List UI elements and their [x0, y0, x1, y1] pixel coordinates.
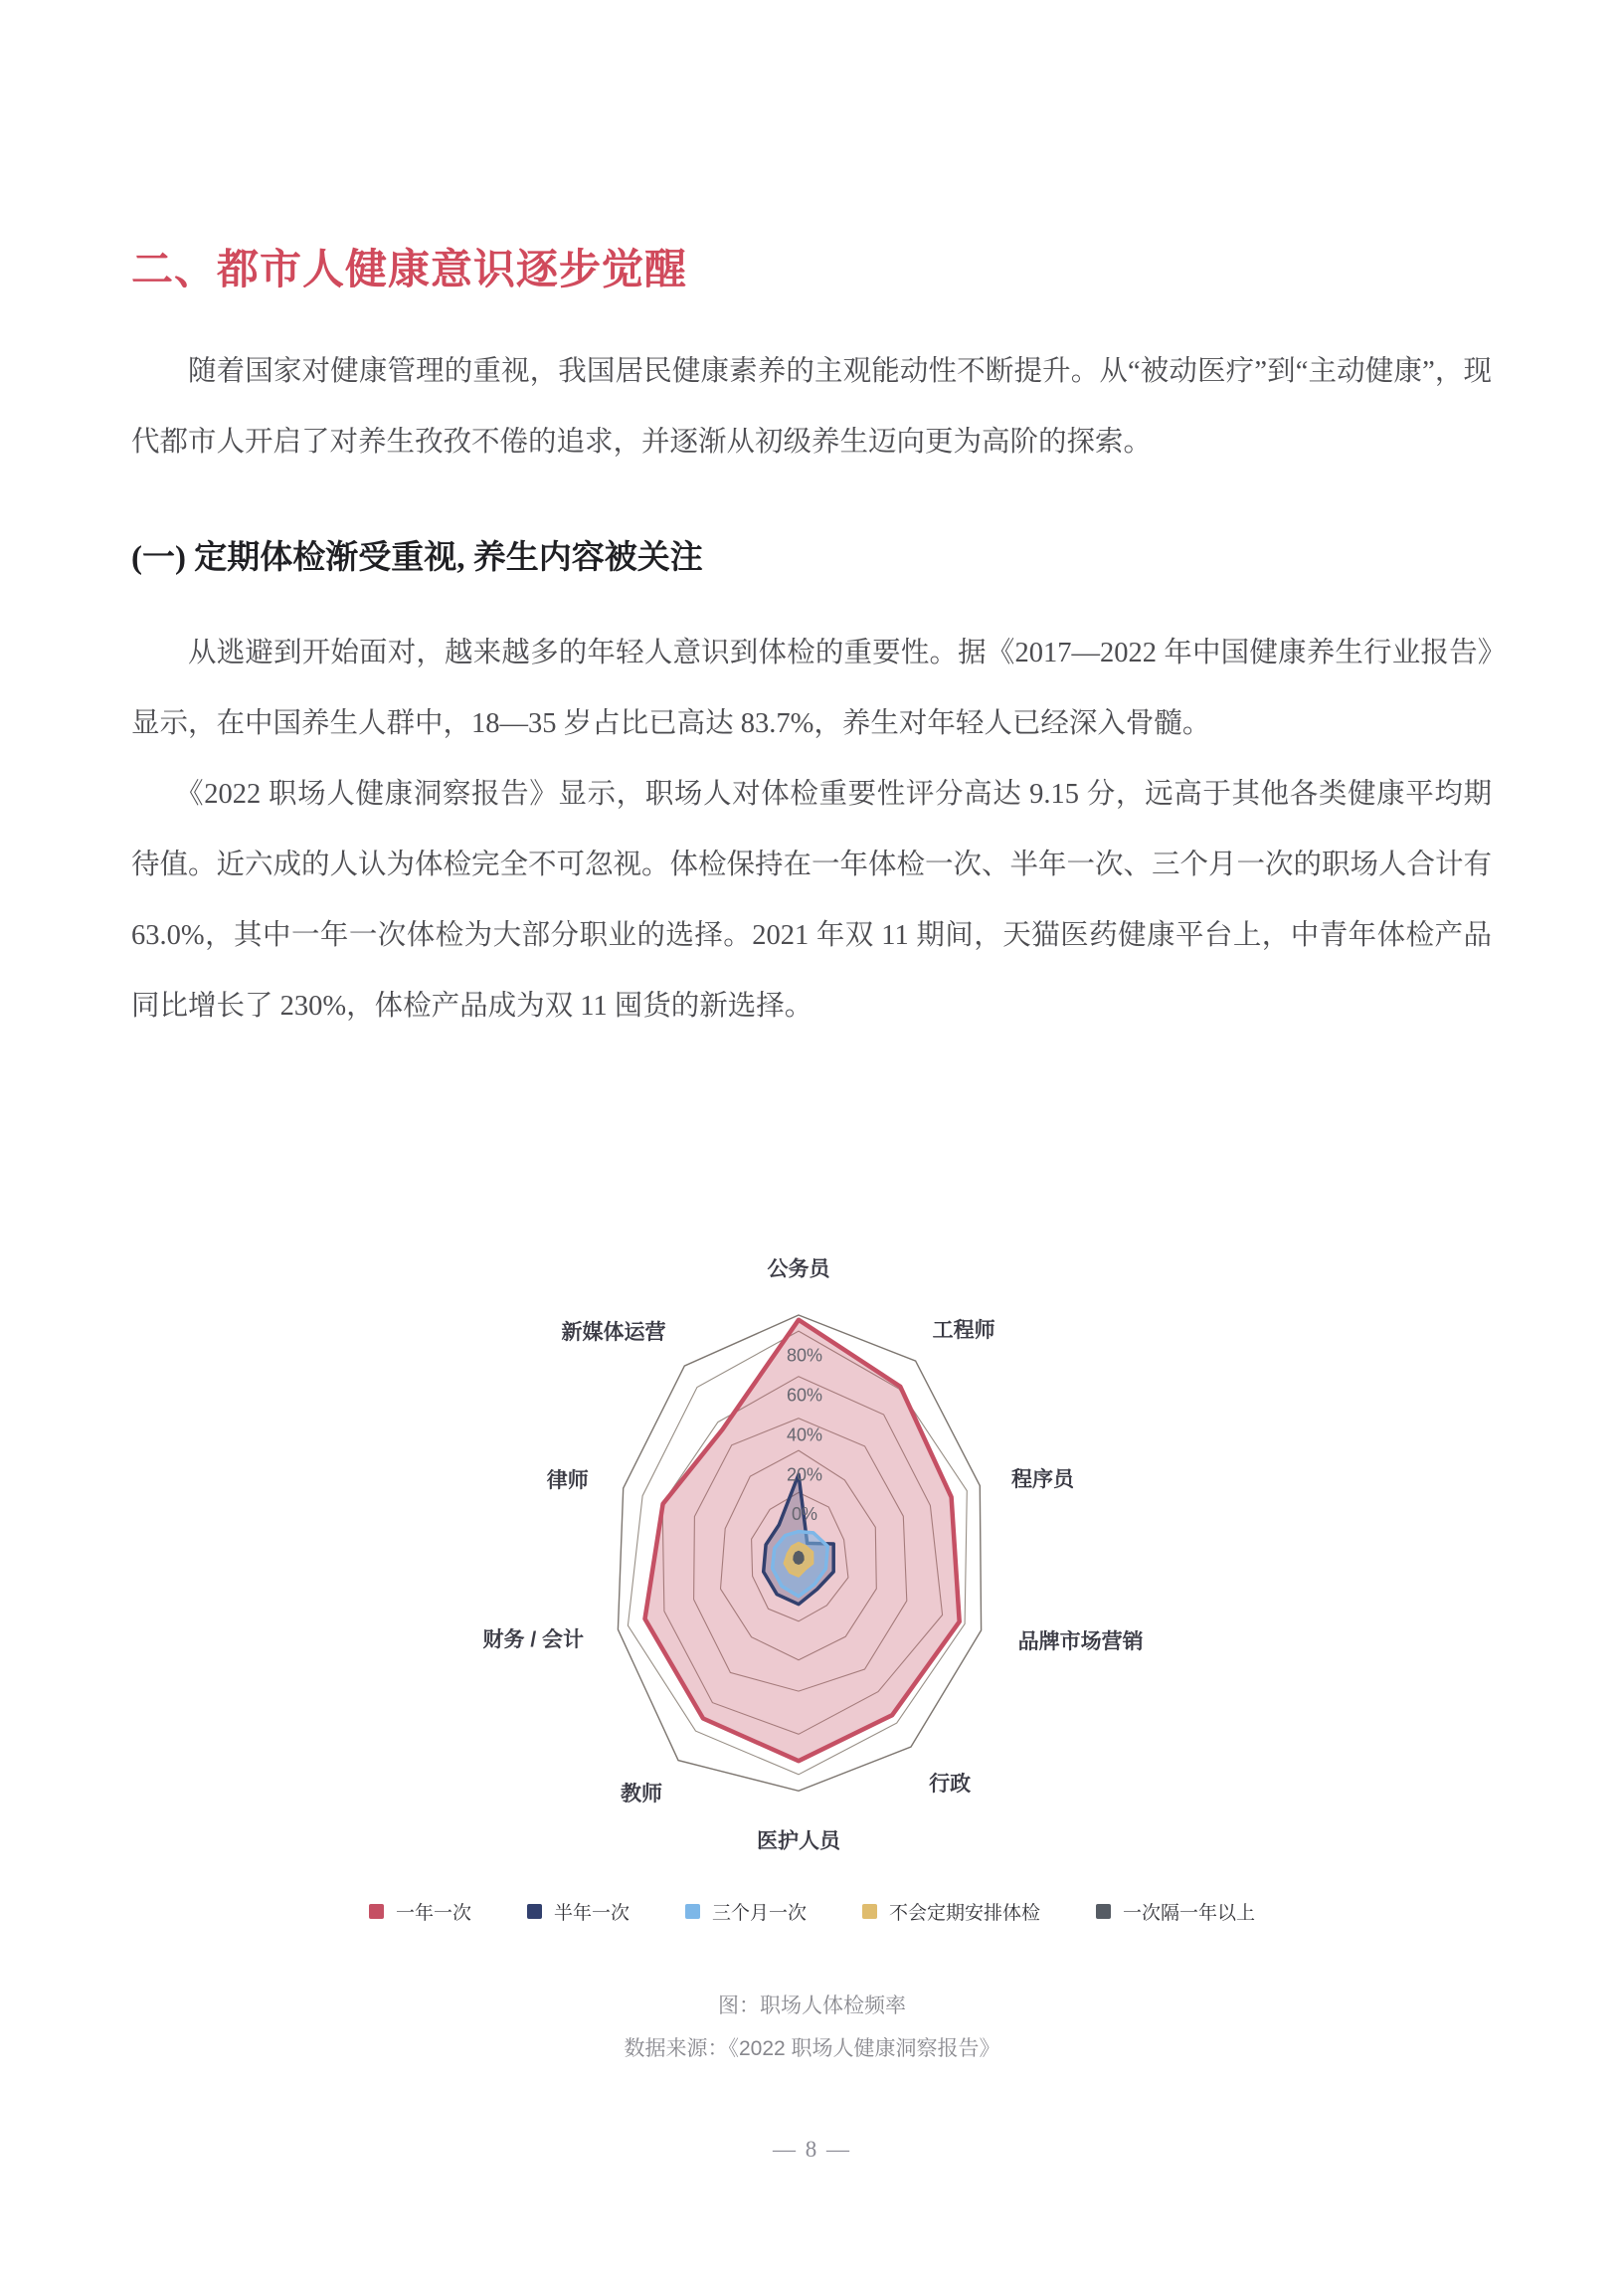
radar-tick-label: 40%: [786, 1424, 823, 1445]
legend-label: 三个月一次: [711, 1903, 807, 1924]
radar-category-label: 品牌市场营销: [1017, 1629, 1144, 1653]
legend-swatch-icon: [862, 1904, 877, 1919]
radar-tick-label: 80%: [786, 1345, 823, 1366]
legend-label: 一年一次: [395, 1903, 471, 1924]
radar-category-label: 医护人员: [757, 1829, 840, 1853]
text-column: [131, 0, 1492, 1042]
legend-label: 一次隔一年以上: [1123, 1903, 1256, 1924]
paragraph-checkup-report: 《2022 职场人健康洞察报告》显示，职场人对体检重要性评分高达 9.15 分，远高于其他各类健康平均期待值。近六成的人认为体检完全不可忽视。体检保持在一年体检一次、半年一次、三个月一次的职场人合计有 63.0%，其中一年一次体检为大部分职业的选择。2021 年双 11 期间，天猫医药健康平台上，中青年体检产品同比增长了 230%，体检产品成为双 11 囤货的新选择。: [131, 779, 1493, 1022]
radar-category-label: 公务员: [767, 1257, 830, 1281]
radar-tick-label: 20%: [786, 1464, 823, 1485]
legend-label: 半年一次: [553, 1903, 630, 1924]
legend-swatch-icon: [527, 1904, 542, 1919]
radar-category-label: 新媒体运营: [561, 1321, 666, 1345]
radar-chart: [351, 1241, 1246, 1898]
chart-caption: 图：职场人体检频率: [718, 1994, 906, 2017]
radar-category-label: 教师: [621, 1782, 663, 1805]
paragraph-intro: 随着国家对健康管理的重视，我国居民健康素养的主观能动性不断提升。从“被动医疗”到“主动健康”，现代都市人开启了对养生孜孜不倦的追求，并逐渐从初级养生迈向更为高阶的探索。: [131, 356, 1492, 458]
legend-item: [369, 1898, 471, 1925]
radar-category-label: 律师: [546, 1468, 589, 1492]
radar-category-label: 工程师: [932, 1319, 995, 1343]
legend-swatch-icon: [1096, 1904, 1111, 1919]
radar-category-label: 程序员: [1011, 1467, 1075, 1491]
legend-swatch-icon: [369, 1904, 384, 1919]
legend-item: [1096, 1898, 1255, 1925]
legend-item: [685, 1898, 807, 1925]
legend-item: [527, 1898, 630, 1925]
legend-swatch-icon: [685, 1904, 700, 1919]
legend-label: 不会定期安排体检: [889, 1903, 1041, 1924]
radar-tick-label: 60%: [786, 1385, 823, 1406]
radar-category-label: 行政: [929, 1773, 972, 1797]
radar-category-label: 财务 / 会计: [482, 1627, 585, 1651]
radar-chart-svg: [351, 1241, 1246, 1898]
chart-source: 数据来源：《2022 职场人健康洞察报告》: [624, 2037, 1000, 2060]
paragraph-checkup-awareness: 从逃避到开始面对，越来越多的年轻人意识到体检的重要性。据《2017—2022 年中国健康养生行业报告》显示，在中国养生人群中，18—35 岁占比已高达 83.7%，养生对年轻人已经深入骨髓。: [131, 638, 1492, 739]
page-number: — 8 —: [773, 2137, 851, 2162]
section-title: 二、都市人健康意识逐步觉醒: [131, 248, 688, 293]
legend-item: [862, 1898, 1040, 1925]
chart-legend: [0, 1898, 1624, 1925]
radar-tick-label: 0%: [791, 1504, 818, 1525]
subsection-title: (一) 定期体检渐受重视, 养生内容被关注: [131, 540, 703, 576]
